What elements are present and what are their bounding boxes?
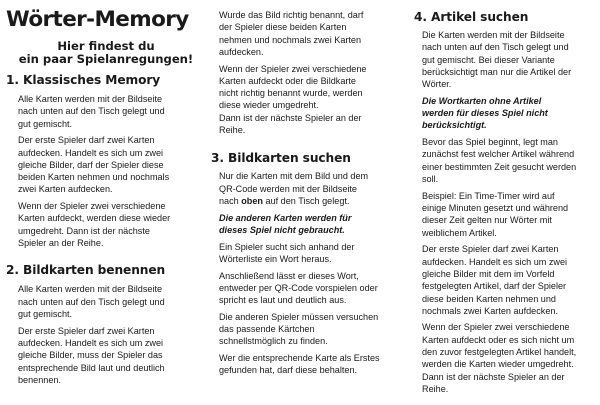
text-line: Die Wortkarten ohne Artikel — [422, 95, 542, 106]
subtitle-line: ein paar Spielanregungen! — [18, 52, 194, 66]
text-line: einer bestimmten Zeit gesucht werden — [422, 161, 577, 172]
text-line: berücksichtigt man nur die Artikel der — [422, 66, 572, 77]
text-line: dieses Spiel nicht gebraucht. — [219, 224, 345, 235]
paragraph — [219, 63, 405, 137]
text-line: dieser Zeit gelten nur Wörter mit — [422, 215, 552, 226]
text-line: berücksichtigt. — [422, 120, 487, 131]
text-line: aufdecken. Handelt es sich um zwei — [422, 256, 568, 267]
text-line: gleiche Bilder, darf der Spieler diese — [18, 159, 164, 170]
text-line: nach unten auf den Tisch gelegt und — [422, 42, 569, 53]
paragraph — [219, 270, 405, 307]
text-line: Der erste Spieler darf zwei Karten — [18, 135, 155, 146]
text-line — [219, 195, 405, 207]
text-line: entsprechende Bild laut und deutlich — [18, 362, 165, 373]
text-line: Anschließend lässt er dieses Wort, — [219, 270, 359, 281]
text-line: festgelegten Artikel, darf der Spieler — [422, 281, 567, 292]
text-line: gleiche Bilder mit dem im Vorfeld — [422, 268, 555, 279]
text-line: Reihe. — [422, 383, 449, 394]
emphasis-note — [422, 95, 600, 132]
column-2 — [207, 9, 405, 381]
section-1 — [6, 72, 206, 249]
text-line: Dann ist der nächste Spieler an der — [219, 112, 362, 123]
text-line: aufdecken. Handelt es sich um zwei — [18, 337, 164, 348]
text-line: werden für dieses Spiel nicht — [422, 108, 548, 119]
paragraph — [422, 190, 600, 239]
text-line: Spieler an der Reihe. — [18, 238, 104, 249]
text-line: beiden Karten nehmen und nochmals — [18, 172, 170, 183]
paragraph — [18, 325, 206, 386]
text-line: Wörter. — [422, 79, 452, 90]
text-line: Dann ist der nächste Spieler an der — [422, 371, 565, 382]
text-line: der Spieler diese beiden Karten — [219, 22, 347, 33]
text-line: Nur die Karten mit dem Bild und dem — [219, 171, 369, 182]
paragraph — [422, 29, 600, 90]
paragraph — [219, 352, 405, 377]
text-line: zwei Karten aufdecken. — [18, 184, 113, 195]
paragraph — [422, 243, 600, 317]
section-4-heading: 4. Artikel suchen — [414, 10, 529, 24]
paragraph — [18, 134, 206, 195]
text-line: gut gemischt. — [18, 118, 73, 129]
text-line: nach unten auf den Tisch gelegt und — [18, 296, 165, 307]
text-line: Wenn der Spieler zwei verschiedene — [422, 322, 570, 333]
section-3-heading: 3. Bildkarten suchen — [211, 151, 351, 166]
text-run: nach — [219, 195, 242, 206]
text-line: QR-Code werden mit der Bildseite — [219, 183, 357, 194]
text-line: Ein Spieler sucht sich anhand der — [219, 241, 355, 252]
section-2-heading: 2. Bildkarten benennen — [6, 263, 166, 278]
text-line: Wurde das Bild richtig benannt, darf — [219, 10, 364, 20]
text-line: aufdecken. — [219, 46, 264, 57]
emphasis-note — [219, 212, 405, 237]
paragraph — [219, 170, 405, 207]
text-line: entweder per QR-Code vorspielen oder — [219, 282, 378, 293]
paragraph — [18, 200, 206, 249]
text-line: Wörterliste ein Wort heraus. — [219, 253, 332, 264]
text-line: Wenn der Spieler zwei verschiedene — [18, 201, 166, 212]
text-line: Alle Karten werden mit der Bildseite — [18, 284, 163, 295]
text-line: einige Minuten gesetzt und während — [422, 203, 569, 214]
text-line: aufdecken. Handelt es sich um zwei — [18, 147, 164, 158]
text-line: gefunden hat, darf diese behalten. — [219, 365, 358, 376]
text-line: benennen. — [18, 374, 61, 385]
text-line: gleiche Bilder, muss der Spieler das — [18, 350, 163, 361]
text-line: spricht es laut und deutlich aus. — [219, 295, 347, 306]
subtitle-line: Hier findest du — [57, 39, 155, 53]
text-line: diese beiden Karten nehmen und — [422, 293, 556, 304]
section-3 — [207, 150, 405, 376]
paragraph — [18, 283, 206, 320]
text-line: Die anderen Karten werden für — [219, 212, 352, 223]
paragraph — [219, 311, 405, 348]
text-line: Der erste Spieler darf zwei Karten — [422, 244, 559, 255]
text-line: gut gemischt. — [18, 308, 73, 319]
text-line: Wer die entsprechende Karte als Erstes — [219, 353, 380, 364]
column-1 — [6, 0, 206, 391]
paragraph — [18, 93, 206, 130]
text-line: Karten aufdeckt oder es sich nicht um — [422, 334, 575, 345]
text-line: Karten aufdeckt, werden diese wieder — [18, 213, 171, 224]
text-line: das passende Kärtchen — [219, 324, 315, 335]
text-line: Bevor das Spiel beginnt, legt man — [422, 137, 558, 148]
text-line: gut gemischt. Bei dieser Variante — [422, 54, 555, 65]
column-3 — [410, 9, 600, 400]
text-line: soll. — [422, 174, 439, 185]
text-line: Beispiel: Ein Time-Timer wird auf — [422, 190, 555, 201]
text-line: weiblichem Artikel. — [422, 227, 497, 238]
text-line: zunächst fest welcher Artikel während — [422, 149, 575, 160]
text-line: nochmals zwei Karten aufdecken. — [422, 305, 558, 316]
text-run: auf den Tisch gelegt. — [262, 195, 350, 206]
text-line: nach unten auf den Tisch gelegt und — [18, 106, 165, 117]
page-title: Wörter-Memory — [6, 7, 189, 32]
section-4 — [410, 9, 600, 395]
text-line: Der erste Spieler darf zwei Karten — [18, 325, 155, 336]
text-line: Die anderen Spieler müssen versuchen — [219, 311, 379, 322]
text-line: schnellstmöglich zu finden. — [219, 336, 328, 347]
section-2 — [6, 262, 206, 386]
text-line: umgedreht. Dann ist der nächste — [18, 225, 150, 236]
text-line: Die Karten werden mit der Bildseite — [422, 30, 565, 40]
paragraph — [219, 9, 405, 58]
text-line: Wenn der Spieler zwei verschiedene — [219, 63, 367, 74]
text-line: Reihe. — [219, 125, 246, 136]
text-line: Karten aufdeckt oder die Bildkarte — [219, 75, 356, 86]
paragraph — [422, 136, 600, 185]
section-1-heading: 1. Klassisches Memory — [6, 73, 161, 87]
text-line: nicht richtig benannt wurde, werden — [219, 88, 363, 99]
bold-word: oben — [241, 195, 263, 206]
text-line: nehmen und nochmals zwei Karten — [219, 34, 362, 45]
page-subtitle — [6, 40, 206, 66]
text-line: diese wieder umgedreht. — [219, 100, 319, 111]
paragraph — [219, 241, 405, 266]
text-line: Alle Karten werden mit der Bildseite — [18, 94, 163, 104]
text-line: den zuvor festgelegten Artikel handelt, — [422, 347, 577, 358]
paragraph — [422, 321, 600, 395]
text-line: werden die Karten wieder umgedreht. — [422, 359, 574, 370]
